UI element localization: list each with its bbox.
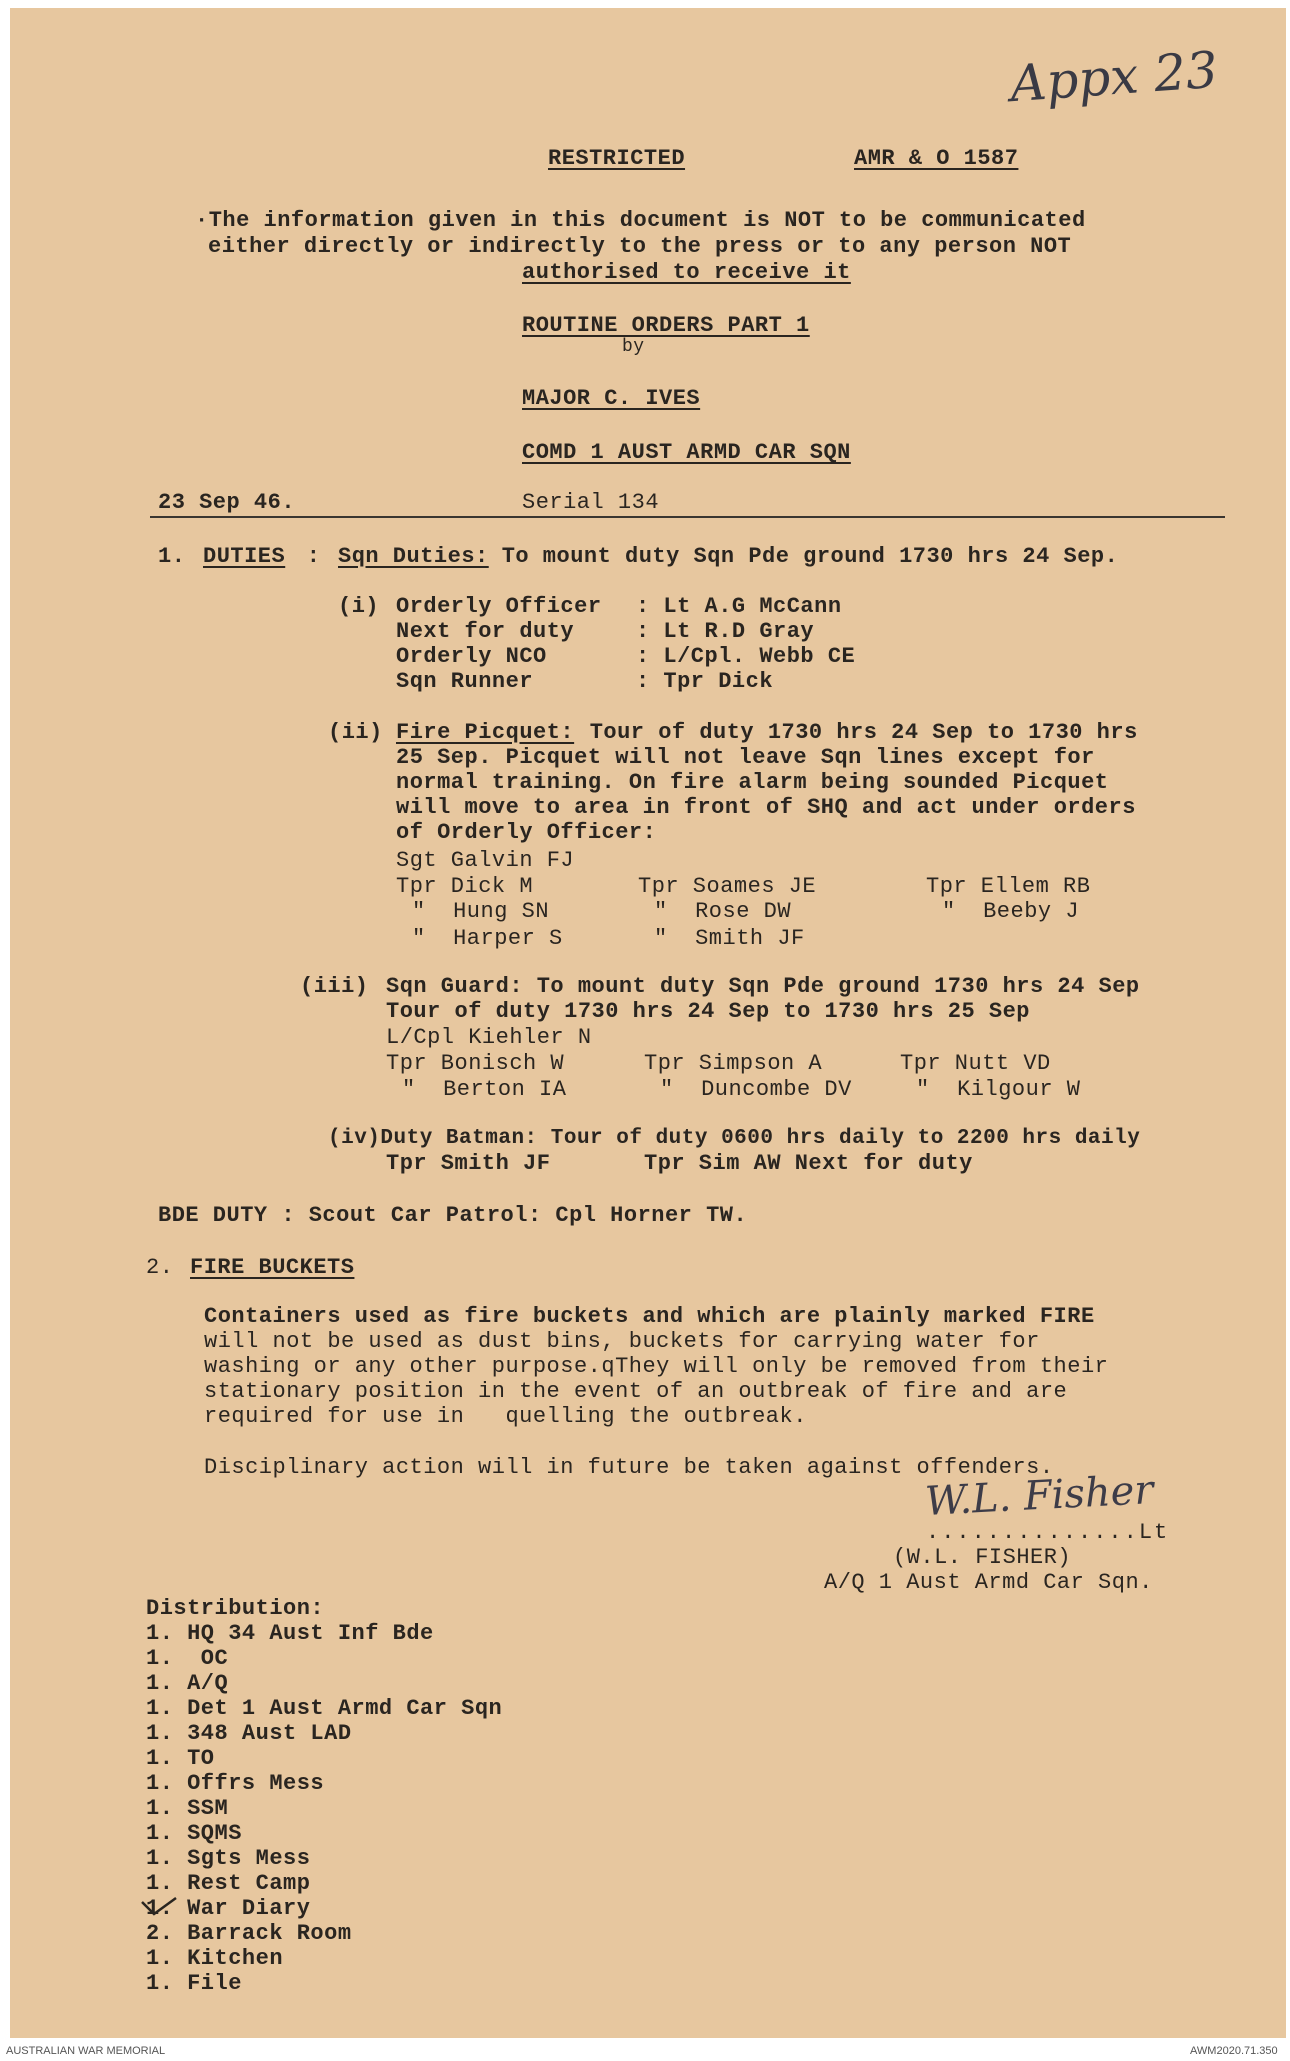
caveat-line-2: either directly or indirectly to the press or to any person NOT (208, 234, 1072, 259)
issuing-officer: MAJOR C. IVES (522, 386, 701, 411)
title-by: by (622, 337, 645, 357)
war-diary-tick-mark (140, 1894, 180, 1922)
picquet-member: Tpr Ellem RB (926, 874, 1091, 899)
picquet-member: " Beeby J (942, 899, 1080, 924)
distribution-item: 1. OC (146, 1646, 229, 1671)
document-title: ROUTINE ORDERS PART 1 (522, 313, 810, 338)
roster-role: Orderly Officer (396, 594, 602, 619)
signature-line: ..............Lt (926, 1520, 1170, 1545)
distribution-item: 1. Kitchen (146, 1946, 284, 1971)
picquet-member: " Hung SN (412, 899, 550, 924)
picquet-line: normal training. On fire alarm being sounded Picquet (396, 770, 1109, 795)
duties-heading: DUTIES (203, 544, 286, 569)
picquet-line: of Orderly Officer: (396, 820, 657, 845)
archive-credit: AUSTRALIAN WAR MEMORIAL (6, 2045, 166, 2057)
appendix-annotation: Appx 23 (1008, 40, 1220, 114)
duties-colon: : (293, 544, 335, 569)
document-page (10, 8, 1286, 2038)
fire-buckets-line: required for use in quelling the outbreak. (204, 1404, 807, 1429)
picquet-member: " Smith JF (654, 926, 805, 951)
roster-name: : Tpr Dick (636, 669, 774, 694)
distribution-item: 1. File (146, 1971, 242, 1996)
archive-reference: AWM2020.71.350 (1190, 2045, 1278, 2057)
guard-member: Tpr Bonisch W (386, 1051, 565, 1076)
picquet-member: " Harper S (412, 926, 563, 951)
roster-name: : Lt A.G McCann (636, 594, 842, 619)
picquet-line: Tour of duty 1730 hrs 24 Sep to 1730 hrs (576, 720, 1138, 745)
guard-member: " Duncombe DV (660, 1077, 852, 1102)
sqn-duties-text: To mount duty Sqn Pde ground 1730 hrs 24 Sep. (488, 544, 1119, 569)
fire-buckets-heading: FIRE BUCKETS (190, 1255, 355, 1280)
distribution-item: 1. Rest Camp (146, 1871, 311, 1896)
distribution-item: 2. Barrack Room (146, 1921, 352, 1946)
batman-current: Tpr Smith JF (386, 1151, 551, 1176)
guard-line: Tour of duty 1730 hrs 24 Sep to 1730 hrs 25 Sep (386, 999, 1031, 1024)
fire-picquet-label: Fire Picquet: (396, 720, 575, 745)
caveat-line-1: ·The information given in this document is NOT to be communicated (195, 208, 1086, 233)
fire-buckets-line: Containers used as fire buckets and which are plainly marked FIRE (204, 1304, 1095, 1329)
guard-member: Tpr Nutt VD (900, 1051, 1051, 1076)
picquet-member: " Rose DW (654, 899, 792, 924)
signatory-name: (W.L. FISHER) (893, 1545, 1072, 1570)
batman-number: (iv)Duty Batman: Tour of duty 0600 hrs daily to 2200 hrs daily (328, 1127, 1141, 1150)
handwritten-signature: W.L. Fisher (923, 1467, 1155, 1525)
distribution-item: 1. Sgts Mess (146, 1846, 311, 1871)
document-reference: AMR & O 1587 (854, 146, 1019, 171)
picquet-line: 25 Sep. Picquet will not leave Sqn lines except for (396, 745, 1095, 770)
bde-duty: BDE DUTY : Scout Car Patrol: Cpl Horner TW. (158, 1203, 748, 1228)
serial-number: Serial 134 (522, 490, 660, 515)
distribution-item: 1. A/Q (146, 1671, 229, 1696)
batman-next: Tpr Sim AW Next for duty (644, 1151, 973, 1176)
caveat-line-3: authorised to receive it (522, 260, 851, 285)
distribution-heading: Distribution: (146, 1596, 325, 1621)
guard-member: " Kilgour W (916, 1077, 1081, 1102)
distribution-item: 1. SSM (146, 1796, 229, 1821)
sqn-duties-label: Sqn Duties: (338, 544, 489, 569)
classification-label: RESTRICTED (548, 146, 686, 171)
distribution-item: 1. Offrs Mess (146, 1771, 325, 1796)
guard-member: " Berton IA (402, 1077, 567, 1102)
picquet-member: Tpr Soames JE (638, 874, 817, 899)
distribution-item: 1. Det 1 Aust Armd Car Sqn (146, 1696, 503, 1721)
distribution-item: 1. 348 Aust LAD (146, 1721, 352, 1746)
picquet-leader: Sgt Galvin FJ (396, 848, 575, 873)
distribution-item: 1. War Diary (146, 1896, 311, 1921)
guard-leader: L/Cpl Kiehler N (386, 1025, 592, 1050)
fire-buckets-number: 2. (146, 1255, 174, 1280)
roster-role: Orderly NCO (396, 644, 547, 669)
order-date: 23 Sep 46. (158, 490, 296, 515)
picquet-line: will move to area in front of SHQ and act under orders (396, 795, 1136, 820)
distribution-item: 1. TO (146, 1746, 215, 1771)
fire-buckets-line: stationary position in the event of an outbreak of fire and are (204, 1379, 1068, 1404)
roster-number: (i) (338, 594, 380, 619)
roster-name: : L/Cpl. Webb CE (636, 644, 856, 669)
guard-line: Sqn Guard: To mount duty Sqn Pde ground 1730 hrs 24 Sep (386, 974, 1140, 999)
distribution-item: 1. SQMS (146, 1821, 242, 1846)
guard-number: (iii) (300, 974, 369, 999)
roster-role: Next for duty (396, 619, 575, 644)
roster-role: Sqn Runner (396, 669, 534, 694)
disciplinary-note: Disciplinary action will in future be taken against offenders. (204, 1455, 1054, 1480)
duties-heading-number: 1. (158, 544, 186, 569)
roster-name: : Lt R.D Gray (636, 619, 815, 644)
distribution-item: 1. HQ 34 Aust Inf Bde (146, 1621, 434, 1646)
guard-member: Tpr Simpson A (644, 1051, 823, 1076)
signatory-appointment: A/Q 1 Aust Armd Car Sqn. (824, 1570, 1153, 1595)
fire-buckets-line: washing or any other purpose.qThey will only be removed from their (204, 1354, 1109, 1379)
picquet-member: Tpr Dick M (396, 874, 534, 899)
fire-buckets-line: will not be used as dust bins, buckets for carrying water for (204, 1329, 1040, 1354)
header-rule (150, 516, 1225, 518)
issuing-unit: COMD 1 AUST ARMD CAR SQN (522, 440, 851, 465)
picquet-number: (ii) (328, 720, 383, 745)
